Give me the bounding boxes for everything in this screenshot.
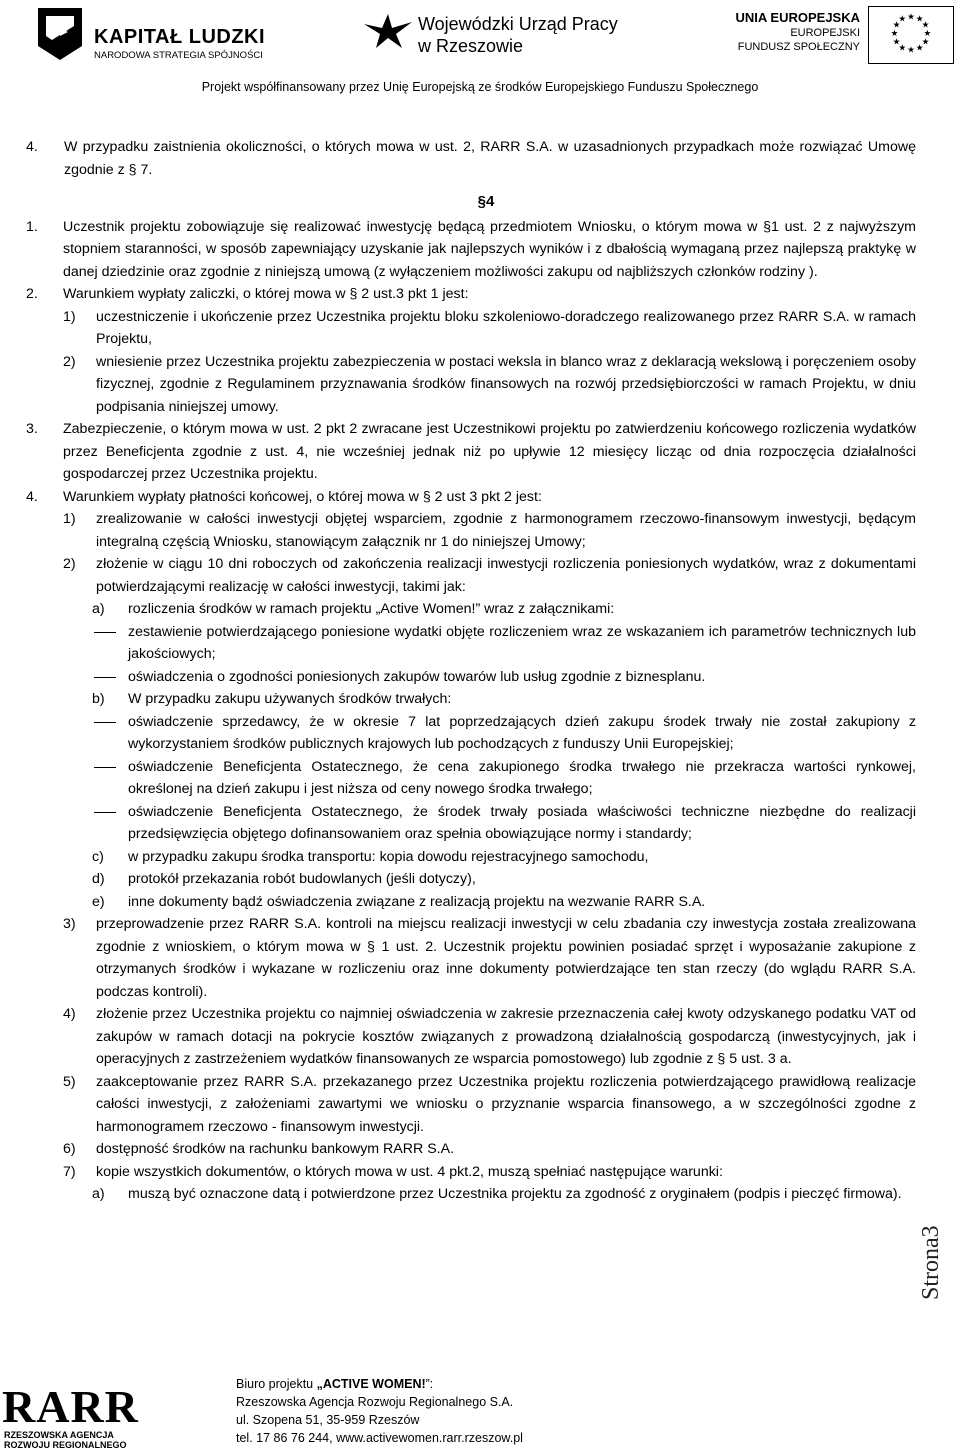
paragraph-number: 4.	[26, 139, 38, 155]
dash-bullet	[94, 677, 116, 678]
item-number: 2.	[26, 286, 38, 302]
item-number: 3)	[63, 916, 76, 932]
rarr-logo	[0, 1380, 139, 1451]
page-header	[0, 0, 960, 110]
item-number: 5)	[63, 1073, 76, 1090]
svg-text:★: ★	[892, 20, 901, 31]
project-cofinancing-line: Projekt współfinansowany przez Unię Europejską ze środków Europejskiego Funduszu Społecznego	[201, 80, 759, 94]
list-item	[26, 868, 916, 891]
list-item	[26, 508, 916, 553]
dash-bullet	[94, 812, 116, 813]
item-number: 1)	[63, 308, 76, 325]
item-number: 1)	[63, 511, 76, 527]
rarr-logo-sub1: RZESZOWSKA AGENCJA	[4, 1430, 114, 1440]
svg-text:★: ★	[890, 28, 899, 39]
list-item	[26, 351, 916, 419]
dash-item	[26, 756, 916, 801]
svg-text:★: ★	[907, 12, 915, 23]
rarr-logo-sub2: ROZWOJU REGIONALNEGO	[4, 1440, 127, 1450]
item-number: 7)	[63, 1163, 76, 1180]
wup-name-line2: w Rzeszowie	[418, 36, 524, 56]
list-item	[26, 598, 916, 621]
item-text: inne dokumenty bądź oświadczenia związane z realizacją projektu na wezwanie RARR S.A.	[128, 893, 706, 910]
item-number: 4.	[26, 488, 38, 505]
footer-phone-web: tel. 17 86 76 244, www.activewomen.rarr.rzeszow.pl	[236, 1431, 523, 1445]
paragraph-text: W przypadku zaistnienia okoliczności, o których mowa w ust. 2, RARR S.A. w uzasadnionych przypadkach może rozwiązać Umowę zgodnie z § 7.	[64, 139, 916, 178]
svg-text:★: ★	[915, 14, 924, 25]
item-text: złożenie w ciągu 10 dni roboczych od zakończenia realizacji inwestycji rozliczenia poniesionych wydatków, wraz z dokumentami potwierdzającymi realizację w całości inwestycji, takimi jak:	[96, 556, 916, 595]
dash-item	[26, 621, 916, 666]
eu-line1: UNIA EUROPEJSKA	[735, 10, 860, 25]
item-text: wniesienie przez Uczestnika projektu zabezpieczenia w postaci weksla in blanco wraz z deklaracją wekslową i poręczeniem osoby fizycznej, zgodnie z Regulaminem przyznawania środków finansowych na rozwój przedsiębiorczości w ramach Projektu, w dniu podpisania niniejszej umowy.	[96, 353, 916, 415]
footer-address: ul. Szopena 51, 35-959 Rzeszów	[236, 1413, 420, 1427]
list-item	[26, 1138, 916, 1161]
item-text: dostępność środków na rachunku bankowym RARR S.A.	[96, 1141, 455, 1157]
item-number: 6)	[63, 1141, 76, 1157]
item-text: Zabezpieczenie, o którym mowa w ust. 2 pkt 2 zwracane jest Uczestnikowi projektu po zatwierdzeniu końcowego rozliczenia wydatków przez Beneficjenta zgodnie z ust. 4, nie wcześniej jednak niż po upływie 12 miesięcy licząc od dnia rozpoczęcia działalności gospodarczej przez Uczestnika projektu.	[63, 421, 916, 482]
list-item	[26, 891, 916, 914]
item-text: Warunkiem wypłaty płatności końcowej, o której mowa w § 2 ust 3 pkt 2 jest:	[63, 488, 542, 505]
item-text: Uczestnik projektu zobowiązuje się realizować inwestycję będącą przedmiotem Wniosku, o którym mowa w §1 ust. 2 z najwyższym stopniem staranności, w sposób zapewniający uzyskanie jak najlepszych wyników i z dbałością wymaganą przez najlepszą praktykę w danej dziedzinie oraz zgodnie z niniejszą umową (z wyłączeniem możliwości zakupu od najbliższych członków rodziny ).	[63, 218, 916, 280]
item-text: zestawienie potwierdzającego poniesione wydatki objęte rozliczeniem wraz ze wskazaniem ich parametrów technicznych lub jakościowych;	[128, 623, 916, 662]
list-item	[26, 1183, 916, 1206]
list-item	[26, 846, 916, 869]
item-number: 4)	[63, 1006, 76, 1022]
dash-item	[26, 666, 916, 689]
list-item	[26, 688, 916, 711]
list-item	[26, 553, 916, 598]
kapital-ludzki-logo	[32, 6, 266, 66]
list-item	[26, 1161, 916, 1184]
footer-office-prefix: Biuro projektu	[236, 1377, 317, 1391]
item-text: rozliczenia środków w ramach projektu „Active Women!” wraz z załącznikami:	[128, 601, 615, 617]
list-item	[26, 216, 916, 284]
wup-logo	[362, 6, 662, 66]
item-number: 3.	[26, 421, 38, 437]
rarr-logo-mark: RARR	[2, 1381, 139, 1432]
item-number: 2)	[63, 556, 76, 572]
item-text: w przypadku zakupu środka transportu: kopia dowodu rejestracyjnego samochodu,	[128, 848, 649, 865]
footer-office-suffix: ”:	[425, 1377, 434, 1391]
item-text: zaakceptowanie przez RARR S.A. przekazanego przez Uczestnika projektu rozliczenia potwierdzającego prawidłową realizacje całości inwestycji, z założeniami zawartymi we wniosku o przyznanie wsparcia finansowego, a w szczególności zgodne z harmonogramem rzeczowo - finansowym inwestycji.	[96, 1073, 916, 1135]
eagle-icon	[362, 10, 414, 50]
item-text: zrealizowanie w całości inwestycji objętej wsparciem, zgodnie z harmonogramem rzeczowo-finansowym inwestycji, będącym integralną częścią Wniosku, stanowiącym załącznik nr 1 do niniejszej Umowy;	[96, 511, 916, 550]
list-item	[26, 913, 916, 1003]
footer-contact	[236, 1375, 523, 1447]
eu-logo	[720, 4, 960, 66]
item-text: oświadczenia o zgodności poniesionych zakupów towarów lub usług zgodnie z biznesplanu.	[128, 668, 706, 685]
item-text: kopie wszystkich dokumentów, o których mowa w ust. 4 pkt.2, muszą spełniać następujące warunki:	[96, 1163, 723, 1180]
item-text: przeprowadzenie przez RARR S.A. kontroli na miejscu realizacji inwestycji w celu zbadania czy inwestycja została zrealizowana zgodnie z wnioskiem, o którym mowa w § 1 ust. 2. Uczestnik projektu powinien posiadać sprzęt i wyposażanie zakupione z otrzymanych środków i wykazane w rozliczeniu oraz inne dokumenty potwierdzające ten stan rzeczy (do wglądu RARR S.A. podczas kontroli).	[96, 916, 916, 1000]
eu-line3: FUNDUSZ SPOŁECZNY	[737, 41, 860, 53]
svg-text:★: ★	[921, 37, 930, 48]
svg-text:★: ★	[898, 43, 907, 54]
item-text: oświadczenie sprzedawcy, że w okresie 7 lat poprzedzających dzień zakupu środek trwały nie został zakupiony z wykorzystaniem środków publicznych krajowych lub pochodzących z funduszy Unii Europejskiej;	[128, 713, 916, 752]
eu-logo-text	[730, 10, 860, 54]
svg-text:★: ★	[892, 37, 901, 48]
wup-name-line1: Wojewódzki Urząd Pracy	[418, 14, 618, 34]
dash-item	[26, 801, 916, 846]
item-text: W przypadku zakupu używanych środków trwałych:	[128, 691, 452, 707]
kapital-ludzki-title: KAPITAŁ LUDZKI	[94, 26, 266, 48]
paragraph-4	[26, 136, 916, 181]
item-number: 1.	[26, 218, 38, 235]
item-letter: a)	[92, 1186, 105, 1202]
svg-text:★: ★	[921, 20, 930, 31]
dash-bullet	[94, 632, 116, 633]
item-text: muszą być oznaczone datą i potwierdzone przez Uczestnika projektu za zgodność z oryginałem (podpis i pieczęć firmowa).	[128, 1186, 902, 1202]
dash-item	[26, 711, 916, 756]
item-letter: d)	[92, 871, 105, 887]
list-item	[26, 306, 916, 351]
kapital-ludzki-emblem-icon	[32, 6, 88, 62]
item-text: protokół przekazania robót budowlanych (jeśli dotyczy),	[128, 871, 476, 887]
item-text: oświadczenie Beneficjenta Ostatecznego, że cena zakupionego środka trwałego nie przekracza wartości rynkowej, określonej na dzień zakupu i jest niższa od ceny nowego środka trwałego;	[128, 758, 916, 797]
eu-flag-icon	[868, 6, 954, 64]
dash-bullet	[94, 722, 116, 723]
footer-agency-name: Rzeszowska Agencja Rozwoju Regionalnego S.A.	[236, 1395, 514, 1409]
section-heading: §4	[477, 193, 495, 210]
svg-text:★: ★	[907, 45, 915, 56]
item-text: uczestniczenie i ukończenie przez Uczestnika projektu bloku szkoleniowo-doradczego realizowanego przez RARR S.A. w ramach Projektu,	[96, 308, 916, 347]
kapital-ludzki-subtitle: NARODOWA STRATEGIA SPÓJNOŚCI	[94, 50, 263, 61]
page-number-label: Strona3	[918, 1225, 944, 1300]
footer-project-name: „ACTIVE WOMEN!	[316, 1377, 426, 1391]
item-letter: c)	[92, 848, 104, 865]
item-number: 2)	[63, 353, 76, 370]
item-text: Warunkiem wypłaty zaliczki, o której mowa w § 2 ust.3 pkt 1 jest:	[63, 286, 469, 302]
item-letter: a)	[92, 601, 105, 617]
list-item	[26, 283, 916, 306]
eu-line2: EUROPEJSKI	[790, 27, 860, 39]
svg-text:★: ★	[898, 14, 907, 25]
item-text: złożenie przez Uczestnika projektu co najmniej oświadczenia w zakresie przeznaczenia całej kwoty odzyskanego podatku VAT od zakupów w ramach dotacji na pokrycie kosztów związanych z prowadzoną działalnością gospodarczą (inwestycyjnych, jak i operacyjnych z zastrzeżeniem wydatków finansowanych ze wsparcia pomostowego) lub zgodnie z § 5 ust. 3 a.	[96, 1006, 916, 1067]
item-text: oświadczenie Beneficjenta Ostatecznego, że środek trwały posiada właściwości techniczne niezbędne do realizacji przedsięwzięcia objętego dofinansowaniem oraz spełnia obowiązujące normy i standardy;	[128, 803, 916, 842]
dash-bullet	[94, 767, 116, 768]
list-item	[26, 486, 916, 509]
document-body	[26, 136, 916, 1206]
list-item	[26, 1071, 916, 1139]
svg-text:★: ★	[923, 28, 932, 39]
footer-office-line	[236, 1375, 523, 1393]
item-letter: b)	[92, 691, 105, 707]
svg-text:★: ★	[915, 43, 924, 54]
list-item	[26, 1003, 916, 1071]
item-letter: e)	[92, 893, 105, 910]
list-item	[26, 418, 916, 486]
